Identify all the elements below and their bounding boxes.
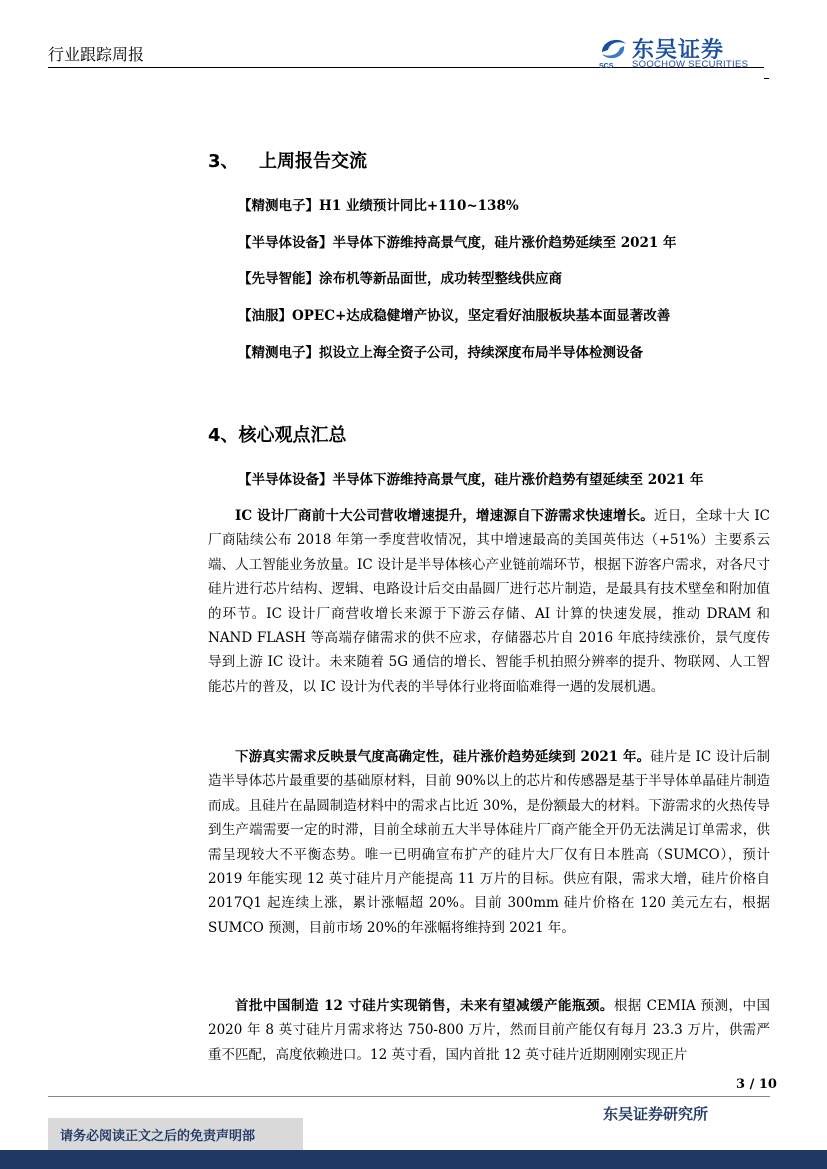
page-number: 3 / 10 [736, 1077, 777, 1092]
body-paragraph [208, 994, 770, 1067]
paragraph-lead: IC 设计厂商前十大公司营收增速提升，增速源自下游需求快速增长。 [235, 508, 654, 524]
institute-name: 东吴证券研究所 [603, 1105, 709, 1123]
header-dash [764, 78, 769, 79]
footer-bar [0, 1150, 827, 1169]
report-type: 行业跟踪周报 [48, 45, 145, 64]
footer-divider [48, 1096, 770, 1097]
report-item: 【精测电子】H1 业绩预计同比+110~138% [238, 198, 519, 214]
paragraph-text: 根据 CEMIA 预测，中国 2020 年 8 英寸硅片月需求将达 750-800 万片，然而目前产能仅有每月 23.3 万片，供需严重不匹配，高度依赖进口。12 英寸看，国内首批 12 英寸硅片近期刚刚实现正片 [208, 998, 771, 1063]
report-item: 【半导体设备】半导体下游维持高景气度，硅片涨价趋势延续至 2021 年 [238, 235, 677, 251]
section4-subhead: 【半导体设备】半导体下游维持高景气度，硅片涨价趋势有望延续至 2021 年 [238, 472, 704, 488]
section3-title: 上周报告交流 [259, 151, 367, 172]
logo-mark-icon [596, 32, 630, 70]
logo-mark-text: SCS [599, 63, 614, 70]
logo-cn-text: 东吴证券 [632, 38, 725, 63]
body-paragraph [208, 745, 770, 940]
paragraph-lead: 首批中国制造 12 寸硅片实现销售，未来有望减缓产能瓶颈。 [235, 998, 614, 1014]
section3-number: 3、 [208, 151, 239, 172]
paragraph-text: 近日，全球十大 IC 厂商陆续公布 2018 年第一季度营收情况，其中增速最高的美国英伟达（+51%）主要系云端、人工智能业务放量。IC 设计是半导体核心产业链前端环节，根据下游客户需求，对各尺寸硅片进行芯片结构、逻辑、电路设计后交由晶圆厂进行芯片制造，是最具有技术壁垒和附加值的环节。IC 设计厂商营收增长来源于下游云存储、AI 计算的快速发展，推动 DRAM 和 NAND FLASH 等高端存储需求的供不应求，存储器芯片自 2016 年底持续涨价，景气度传导到上游 IC 设计。未来随着 5G 通信的增长、智能手机拍照分辨率的提升、物联网、人工智能芯片的普及，以 IC 设计为代表的半导体行业将面临难得一遇的发展机遇。 [208, 508, 770, 695]
body-paragraph [208, 504, 770, 699]
report-item: 【精测电子】拟设立上海全资子公司，持续深度布局半导体检测设备 [238, 345, 643, 361]
paragraph-text: 硅片是 IC 设计后制造半导体芯片最重要的基础原材料，目前 90%以上的芯片和传感器是基于半导体单晶硅片制造而成。且硅片在晶圆制造材料中的需求占比近 30%，是份额最大的材料。下游需求的火热传导到生产端需要一定的时滞，目前全球前五大半导体硅片厂商产能全开仍无法满足订单需求，供需呈现较大不平衡态势。唯一已明确宣布扩产的硅片大厂仅有日本胜高（SUMCO），预计 2019 年能实现 12 英寸硅片月产能提高 11 万片的目标。供应有限，需求大增，硅片价格自 2017Q1 起连续上涨，累计涨幅超 20%。目前 300mm 硅片价格在 120 美元左右，根据 SUMCO 预测，目前市场 20%的年涨幅将维持到 2021 年。 [208, 749, 770, 936]
brand-logo [596, 32, 766, 70]
logo-en-text: SOOCHOW SECURITIES [632, 59, 749, 70]
disclaimer-text: 请务必阅读正文之后的免责声明部 [60, 1129, 256, 1144]
paragraph-lead: 下游真实需求反映景气度高确定性，硅片涨价趋势延续到 2021 年。 [235, 749, 651, 765]
report-item: 【先导智能】涂布机等新品面世，成功转型整线供应商 [238, 271, 562, 287]
report-item: 【油服】OPEC+达成稳健增产协议，坚定看好油服板块基本面显著改善 [238, 308, 671, 324]
disclaimer-box [48, 1118, 303, 1150]
section4-title: 4、核心观点汇总 [208, 425, 347, 446]
